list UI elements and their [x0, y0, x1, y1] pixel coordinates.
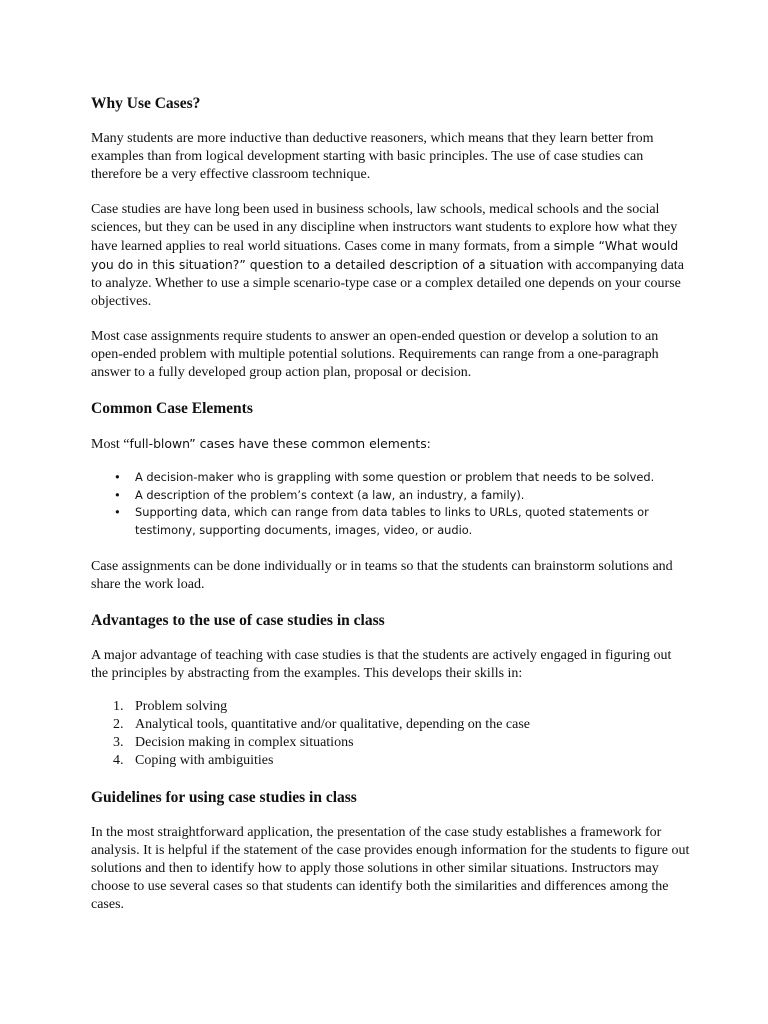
list-number: 3. [113, 735, 124, 750]
list-number: 4. [113, 753, 124, 768]
list-item [114, 469, 691, 487]
list-item-text: Coping with ambiguities [135, 753, 274, 768]
heading-common-case-elements: Common Case Elements [91, 400, 253, 417]
list-item-text: Supporting data, which can range from data tables to links to URLs, quoted statements or testimony, supporting documents, images, video, or audio. [135, 505, 649, 537]
heading-why-use-cases: Why Use Cases? [91, 95, 201, 112]
list-item-text: Analytical tools, quantitative and/or qualitative, depending on the case [135, 717, 530, 732]
skills-list [91, 698, 691, 770]
elements-intro-part2: full-blown” cases have these common elements: [129, 436, 431, 451]
list-item [114, 504, 691, 539]
case-elements-list [91, 469, 691, 539]
paragraph-advantages: A major advantage of teaching with case studies is that the students are actively engaged in figuring out the principles by abstracting from the examples. This develops their skills in: [91, 648, 672, 681]
elements-intro-part1: Most “ [91, 437, 130, 452]
heading-advantages: Advantages to the use of case studies in class [91, 612, 385, 629]
paragraph-inductive-reasoners: Many students are more inductive than deductive reasoners, which means that they learn better from examples than from logical development starting with basic principles. The use of case studies can therefore be a very effective classroom technique. [91, 131, 654, 182]
paragraph-case-history-part3: with accompanying data to analyze. Whether to use a simple scenario-type case or a complex detailed one depends on your course objectives. [91, 258, 684, 309]
list-item [113, 698, 691, 716]
list-item-text: A decision-maker who is grappling with some question or problem that needs to be solved. [135, 470, 655, 484]
paragraph-elements-intro [91, 435, 691, 454]
list-item [113, 752, 691, 770]
list-item [114, 487, 691, 505]
paragraph-case-history [91, 201, 691, 311]
bullet-icon: • [114, 487, 121, 502]
paragraph-guidelines: In the most straightforward application, the presentation of the case study establishes a framework for analysis. It is helpful if the statement of the case provides enough information for the students to figure out solutions and then to identify how to apply those solutions in other similar situations. Instructors may choose to use several cases so that students can identify both the similarities and differences among the cases. [91, 825, 690, 912]
paragraph-case-history-part1: Case studies are have long been used in business schools, law schools, medical schools and the social sciences, but they can be used in any discipline when instructors want students to explore how what they have learned applies to real world situations. Cases come in many formats, from a [91, 202, 678, 254]
bullet-icon: • [114, 470, 121, 484]
list-item-text: A description of the problem’s context (a law, an industry, a family). [135, 487, 525, 502]
heading-guidelines: Guidelines for using case studies in class [91, 789, 357, 806]
document-page [91, 94, 691, 931]
paragraph-case-history-part2: simple “What would you do in this situation?” question to a detailed description of a situation [91, 238, 679, 272]
paragraph-teams: Case assignments can be done individually or in teams so that the students can brainstorm solutions and share the work load. [91, 559, 673, 592]
paragraph-case-assignments: Most case assignments require students to answer an open-ended question or develop a solution to an open-ended problem with multiple potential solutions. Requirements can range from a one-paragraph answer to a fully developed group action plan, proposal or decision. [91, 329, 659, 380]
list-item [113, 734, 691, 752]
list-item [113, 716, 691, 734]
list-number: 2. [113, 717, 124, 732]
list-item-text: Decision making in complex situations [135, 735, 354, 750]
list-item-text: Problem solving [135, 699, 228, 714]
bullet-icon: • [114, 505, 121, 519]
list-number: 1. [113, 699, 124, 714]
